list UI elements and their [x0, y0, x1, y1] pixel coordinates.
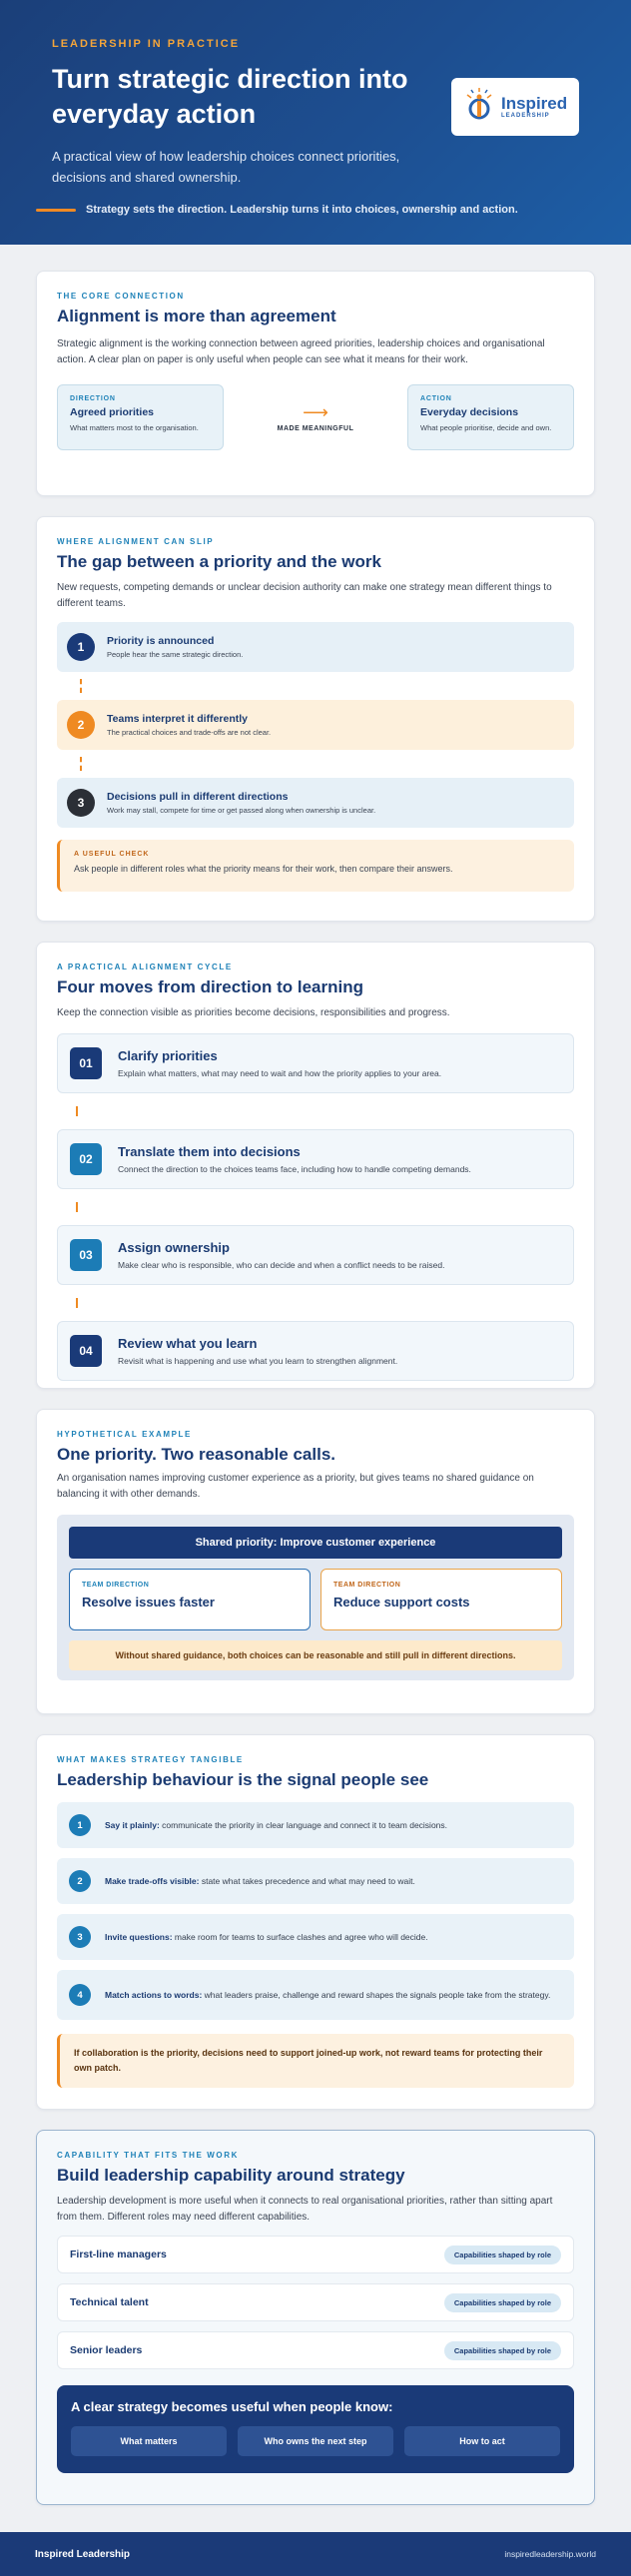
strategy-cta-panel [57, 2385, 574, 2473]
move-text: Revisit what is happening and use what you learn to strengthen alignment. [118, 1356, 398, 1366]
section-text: Keep the connection visible as priorities become decisions, responsibilities and progress. [57, 1007, 450, 1018]
behaviour-detail: communicate the priority in clear language and connect it to team decisions. [159, 1820, 448, 1830]
connection-label: MADE MEANINGFUL [277, 425, 354, 432]
hero-eyebrow: LEADERSHIP IN PRACTICE [52, 38, 241, 50]
section-text: Leadership development is more useful when it connects to real organisational priorities, rather than sitting apart from them. Different roles may need different capabilities. [57, 2196, 553, 2223]
team-direction-a [69, 1569, 311, 1630]
hero-title: Turn strategic direction into everyday action [52, 64, 408, 129]
behaviour-detail: state what takes precedence and what may need to wait. [199, 1876, 415, 1886]
behaviour-text [105, 1818, 447, 1832]
logo-wordmark: Inspired [501, 94, 568, 113]
behaviour-item [57, 1802, 574, 1848]
team-direction-b [320, 1569, 562, 1630]
step-number: 2 [67, 711, 95, 739]
role-row [57, 2236, 574, 2273]
direction-label: DIRECTION [70, 395, 116, 402]
behaviour-detail: what leaders praise, challenge and reward shapes the signals people take from the strategy. [202, 1990, 551, 2000]
section-eyebrow: CAPABILITY THAT FITS THE WORK [57, 2151, 239, 2160]
tagline-text: Strategy sets the direction. Leadership turns it into choices, ownership and action. [86, 204, 518, 216]
footer-website-link[interactable]: inspiredleadership.world [504, 2549, 596, 2559]
team-title: Reduce support costs [333, 1595, 470, 1610]
section-title: Leadership behaviour is the signal people see [57, 1770, 429, 1789]
footer-brand[interactable]: Inspired Leadership [35, 2548, 131, 2560]
team-title: Resolve issues faster [82, 1595, 215, 1610]
cycle-move [57, 1033, 574, 1093]
step-connector [80, 757, 82, 771]
move-connector [76, 1298, 78, 1308]
section-title: Four moves from direction to learning [57, 977, 363, 996]
step-title: Teams interpret it differently [107, 713, 249, 725]
cycle-move [57, 1321, 574, 1381]
step-number: 1 [67, 633, 95, 661]
team-label: TEAM DIRECTION [333, 1582, 401, 1589]
connection-arrow [256, 402, 375, 432]
role-name: Technical talent [70, 2296, 149, 2308]
useful-check-callout [57, 840, 574, 892]
shared-priority-banner: Shared priority: Improve customer experience [69, 1527, 562, 1559]
tagline-accent-bar [36, 209, 76, 212]
callout-text: Ask people in different roles what the priority means for their work, then compare their answers. [74, 864, 453, 874]
move-number: 01 [70, 1047, 102, 1079]
hero-banner [0, 0, 631, 245]
example-panel [57, 1515, 574, 1680]
cta-item: How to act [404, 2426, 560, 2456]
step-title: Priority is announced [107, 635, 215, 647]
behaviour-item [57, 1914, 574, 1960]
section-text: New requests, competing demands or unclear decision authority can make one strategy mean different things to different teams. [57, 582, 552, 609]
role-tag: Capabilities shaped by role [444, 2341, 561, 2360]
team-label: TEAM DIRECTION [82, 1582, 150, 1589]
capability-card [36, 2130, 595, 2505]
move-text: Connect the direction to the choices teams face, including how to handle competing demands. [118, 1164, 471, 1174]
section-eyebrow: WHAT MAKES STRATEGY TANGIBLE [57, 1755, 244, 1764]
section-title: Alignment is more than agreement [57, 307, 336, 325]
role-name: Senior leaders [70, 2344, 143, 2356]
gap-step [57, 622, 574, 672]
move-number: 02 [70, 1143, 102, 1175]
cycle-move [57, 1225, 574, 1285]
logo-mark-icon [461, 87, 497, 127]
callout-label: A USEFUL CHECK [74, 851, 150, 858]
direction-title: Agreed priorities [70, 406, 155, 418]
direction-text: What matters most to the organisation. [70, 423, 199, 432]
direction-box [57, 384, 224, 450]
section-eyebrow: HYPOTHETICAL EXAMPLE [57, 1430, 192, 1439]
section-eyebrow: THE CORE CONNECTION [57, 292, 185, 301]
behaviour-number: 3 [69, 1926, 91, 1948]
behaviour-text [105, 1874, 415, 1888]
arrow-right-icon: ⟶ [303, 402, 328, 422]
step-text: Work may stall, compete for time or get passed along when ownership is unclear. [107, 806, 376, 815]
behaviour-lead: Match actions to words: [105, 1990, 203, 2000]
hero-tagline [36, 204, 518, 216]
move-title: Clarify priorities [118, 1048, 218, 1063]
cta-row [71, 2426, 560, 2456]
role-tag: Capabilities shaped by role [444, 2293, 561, 2312]
behaviour-lead: Invite questions: [105, 1932, 173, 1942]
move-text: Make clear who is responsible, who can decide and when a conflict needs to be raised. [118, 1260, 445, 1270]
move-number: 04 [70, 1335, 102, 1367]
behaviour-callout: If collaboration is the priority, decisions need to support joined-up work, not reward teams for protecting their own patch. [57, 2034, 574, 2088]
role-name: First-line managers [70, 2249, 167, 2260]
behaviour-number: 4 [69, 1984, 91, 2006]
behaviour-item [57, 1858, 574, 1904]
logo-subword: LEADERSHIP [501, 113, 550, 119]
cycle-move [57, 1129, 574, 1189]
hero-subtitle: A practical view of how leadership choices connect priorities, decisions and shared ownership. [52, 149, 400, 185]
action-text: What people prioritise, decide and own. [420, 423, 552, 432]
step-number: 3 [67, 789, 95, 817]
section-text: Strategic alignment is the working connection between agreed priorities, leadership choices and organisational action. A clear plan on paper is only useful when people can see what it means for their work. [57, 338, 545, 365]
section-title: The gap between a priority and the work [57, 552, 381, 571]
behaviour-detail: make room for teams to surface clashes and agree who will decide. [172, 1932, 428, 1942]
action-title: Everyday decisions [420, 406, 519, 418]
role-tag: Capabilities shaped by role [444, 2246, 561, 2264]
move-title: Translate them into decisions [118, 1144, 301, 1159]
behaviour-lead: Make trade-offs visible: [105, 1876, 200, 1886]
cta-item: Who owns the next step [238, 2426, 393, 2456]
behaviour-text [105, 1930, 428, 1944]
brand-logo[interactable] [451, 78, 579, 136]
leadership-behaviour-card [36, 1734, 595, 2110]
move-title: Review what you learn [118, 1336, 258, 1351]
gap-step [57, 700, 574, 750]
move-connector [76, 1106, 78, 1116]
section-text: An organisation names improving customer experience as a priority, but gives teams no shared guidance on balancing it with other demands. [57, 1473, 534, 1500]
behaviour-number: 2 [69, 1870, 91, 1892]
section-title: Build leadership capability around strategy [57, 2166, 405, 2185]
section-title: One priority. Two reasonable calls. [57, 1445, 336, 1464]
step-title: Decisions pull in different directions [107, 791, 289, 803]
core-connection-card [36, 271, 595, 496]
action-label: ACTION [420, 395, 452, 402]
cta-item: What matters [71, 2426, 227, 2456]
role-row [57, 2331, 574, 2369]
behaviour-lead: Say it plainly: [105, 1820, 160, 1830]
step-text: People hear the same strategic direction. [107, 650, 244, 659]
move-number: 03 [70, 1239, 102, 1271]
behaviour-number: 1 [69, 1814, 91, 1836]
move-title: Assign ownership [118, 1240, 230, 1255]
behaviour-text [105, 1988, 550, 2002]
role-row [57, 2283, 574, 2321]
move-text: Explain what matters, what may need to wait and how the priority applies to your area. [118, 1068, 442, 1078]
step-text: The practical choices and trade-offs are not clear. [107, 728, 272, 737]
section-eyebrow: A PRACTICAL ALIGNMENT CYCLE [57, 963, 233, 971]
direction-action-row [57, 384, 574, 450]
alignment-gap-card [36, 516, 595, 922]
page-footer [0, 2532, 631, 2576]
action-box [407, 384, 574, 450]
section-eyebrow: WHERE ALIGNMENT CAN SLIP [57, 537, 215, 546]
team-direction-row [69, 1569, 562, 1630]
move-connector [76, 1202, 78, 1212]
behaviour-item [57, 1970, 574, 2020]
gap-step [57, 778, 574, 828]
cta-title: A clear strategy becomes useful when people know: [71, 2399, 393, 2414]
hypothetical-example-card [36, 1409, 595, 1714]
example-conclusion: Without shared guidance, both choices can be reasonable and still pull in different directions. [69, 1640, 562, 1670]
step-connector [80, 679, 82, 693]
alignment-cycle-card [36, 942, 595, 1389]
